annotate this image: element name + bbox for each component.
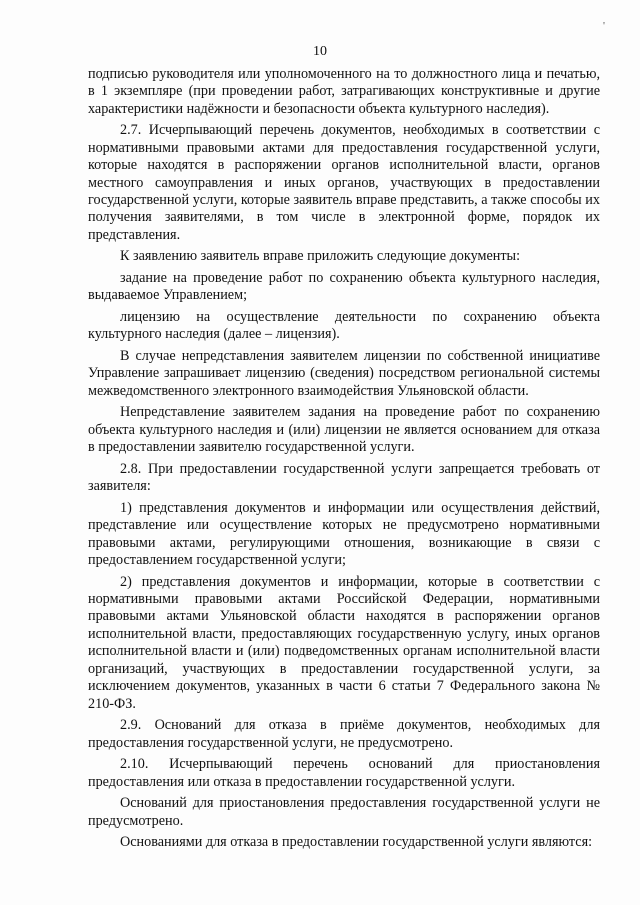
paragraph-attachments-intro: К заявлению заявитель вправе приложить следующие документы: <box>120 248 521 265</box>
paragraph-2-8-item-2: 2) представления документов и информации, которые в соответствии с нормативными правовыми актами Российской Федерации, нормативными правовыми актами Ульяновской области находятся в распоряжении органов исполнительной власти, предоставляющих государственную услугу, иных органов исполнительной власти и (или) подведомственных органам исполнительной власти организаций, участвующих в предоставлении государственной услуги, за исключением документов, указанных в части 6 статьи 7 Федерального закона № 210-ФЗ. <box>88 573 600 712</box>
paragraph-continuation: подписью руководителя или уполномоченного на то должностного лица и печатью, в 1 экземпляре (при проведении работ, затрагивающих конструктивные и другие характеристики надёжности и безопасности объекта культурного наследия). <box>88 66 600 117</box>
page-number: 10 <box>313 44 327 59</box>
paragraph-non-submission: Непредставление заявителем задания на проведение работ по сохранению объекта культурного наследия и (или) лицензии не является основанием для отказа в предоставлении заявителю государственной услуги. <box>88 404 600 456</box>
corner-mark: ' <box>603 20 605 32</box>
paragraph-2-10: 2.10. Исчерпывающий перечень оснований для приостановления предоставления или отказа в предоставлении государственной услуги. <box>88 756 600 790</box>
paragraph-task-document: задание на проведение работ по сохранению объекта культурного наследия, выдаваемое Управлением; <box>88 270 600 304</box>
paragraph-2-8: 2.8. При предоставлении государственной услуги запрещается требовать от заявителя: <box>88 460 600 495</box>
paragraph-license-request: В случае непредставления заявителем лицензии по собственной инициативе Управление запрашивает лицензию (сведения) посредством региональной системы межведомственного электронного взаимодействия Ульяновской области. <box>88 348 600 399</box>
paragraph-2-7: 2.7. Исчерпывающий перечень документов, необходимых в соответствии с нормативными правовыми актами для предоставления государственной услуги, которые находятся в распоряжении органов исполнительной власти, органов местного самоуправления и иных органов, участвующих в предоставлении государственной услуги, которые заявитель вправе представить, а также способы их получения заявителями, в том числе в электронной форме, порядок их представления. <box>88 122 600 243</box>
paragraph-2-8-item-1: 1) представления документов и информации или осуществления действий, представление или осуществление которых не предусмотрено нормативными правовыми актами, регулирующими отношения, возникающие в связи с предоставлением государственной услуги; <box>88 499 600 569</box>
paragraph-no-suspension: Оснований для приостановления предоставления государственной услуги не предусмотрено. <box>88 795 600 829</box>
paragraph-license-document: лицензию на осуществление деятельности по сохранению объекта культурного наследия (далее – лицензия). <box>88 309 600 343</box>
paragraph-refusal-grounds: Основаниями для отказа в предоставлении государственной услуги являются: <box>120 834 593 851</box>
document-body <box>88 66 600 856</box>
paragraph-2-9: 2.9. Оснований для отказа в приёме документов, необходимых для предоставления государственной услуги, не предусмотрено. <box>88 717 600 751</box>
